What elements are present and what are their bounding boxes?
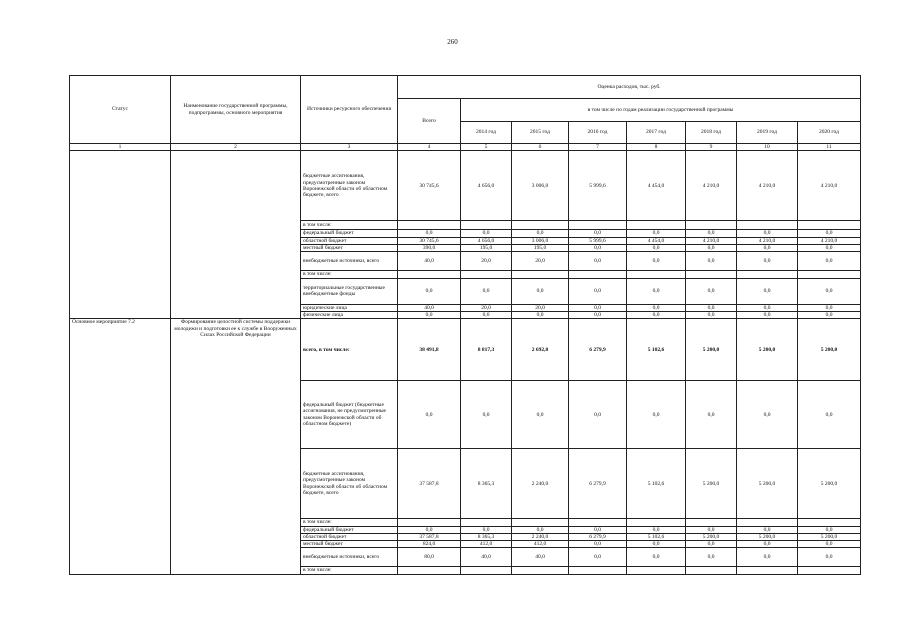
- year-value: 4 454,0: [627, 151, 686, 221]
- year-value: 0,0: [569, 311, 627, 318]
- year-value: 0,0: [798, 541, 861, 548]
- year-value: 8 365,3: [461, 533, 512, 540]
- year-value: 0,0: [569, 541, 627, 548]
- year-value: 0,0: [686, 381, 737, 449]
- column-number: 8: [627, 144, 686, 151]
- year-value: [512, 567, 569, 574]
- total-value: 0,0: [398, 278, 461, 304]
- header-source: Источники ресурсного обеспечения: [301, 76, 398, 144]
- source-label: областной бюджет: [301, 237, 398, 244]
- column-number: 6: [512, 144, 569, 151]
- year-value: 3 006,0: [512, 151, 569, 221]
- year-value: 5 102,6: [627, 533, 686, 540]
- year-value: 0,0: [737, 381, 798, 449]
- year-value: 0,0: [798, 548, 861, 567]
- source-label: территориальные государственные внебюджетные фонды: [301, 278, 398, 304]
- source-label: федеральный бюджет (бюджетные ассигнования, не предусмотренные законом Воронежской области об областном бюджете): [301, 381, 398, 449]
- source-label: федеральный бюджет: [301, 230, 398, 237]
- year-value: 4 210,0: [686, 237, 737, 244]
- total-value: 0,0: [398, 381, 461, 449]
- year-value: 0,0: [569, 244, 627, 251]
- year-value: [569, 567, 627, 574]
- year-value: [512, 271, 569, 278]
- year-value: 0,0: [627, 304, 686, 311]
- year-value: 0,0: [512, 230, 569, 237]
- year-value: 0,0: [512, 526, 569, 533]
- year-value: 0,0: [627, 311, 686, 318]
- year-value: [737, 221, 798, 230]
- column-number: 5: [461, 144, 512, 151]
- year-value: 6 279,9: [569, 533, 627, 540]
- year-value: 40,0: [461, 548, 512, 567]
- year-value: [686, 271, 737, 278]
- year-value: 0,0: [686, 252, 737, 271]
- year-value: 0,0: [737, 252, 798, 271]
- year-value: [627, 221, 686, 230]
- column-number: 7: [569, 144, 627, 151]
- source-label: федеральный бюджет: [301, 526, 398, 533]
- source-label: юридические лица: [301, 304, 398, 311]
- year-value: 0,0: [737, 548, 798, 567]
- year-value: 5 200,0: [737, 449, 798, 519]
- year-value: [737, 519, 798, 526]
- year-value: 0,0: [737, 230, 798, 237]
- year-value: 0,0: [569, 230, 627, 237]
- year-value: [512, 221, 569, 230]
- year-value: [737, 567, 798, 574]
- year-value: [461, 271, 512, 278]
- year-value: [798, 271, 861, 278]
- year-value: 4 210,0: [737, 151, 798, 221]
- year-value: 0,0: [627, 541, 686, 548]
- year-value: [627, 271, 686, 278]
- year-value: 0,0: [737, 244, 798, 251]
- expense-table: [69, 75, 861, 575]
- year-value: 0,0: [798, 311, 861, 318]
- header-year: 2020 год: [798, 122, 861, 144]
- total-value: [398, 519, 461, 526]
- year-value: 0,0: [569, 304, 627, 311]
- source-label: бюджетные ассигнования, предусмотренные законом Воронежской области об областном бюджете, всего: [301, 449, 398, 519]
- year-value: 6 279,9: [569, 319, 627, 381]
- year-value: 0,0: [569, 526, 627, 533]
- year-value: 0,0: [737, 541, 798, 548]
- year-value: 0,0: [627, 548, 686, 567]
- year-value: 0,0: [686, 230, 737, 237]
- total-value: 824,0: [398, 541, 461, 548]
- header-total: Всего: [398, 99, 461, 144]
- header-row-1: [70, 76, 861, 99]
- year-value: 0,0: [798, 381, 861, 449]
- year-value: 0,0: [512, 381, 569, 449]
- total-value: 0,0: [398, 526, 461, 533]
- year-value: 5 200,0: [686, 449, 737, 519]
- year-value: 4 454,0: [627, 237, 686, 244]
- year-value: 195,0: [512, 244, 569, 251]
- year-value: 2 692,0: [512, 319, 569, 381]
- total-value: 40,0: [398, 252, 461, 271]
- header-year: 2018 год: [686, 122, 737, 144]
- total-value: 37 587,8: [398, 533, 461, 540]
- year-value: 5 200,0: [737, 533, 798, 540]
- program-name-cell: [171, 151, 301, 319]
- year-value: 0,0: [686, 526, 737, 533]
- year-value: 5 200,0: [798, 533, 861, 540]
- header-year: 2015 год: [512, 122, 569, 144]
- source-label: в том числе:: [301, 221, 398, 230]
- header-year: 2017 год: [627, 122, 686, 144]
- column-number: 3: [301, 144, 398, 151]
- year-value: 5 200,0: [686, 319, 737, 381]
- source-label: в том числе:: [301, 519, 398, 526]
- year-value: [686, 221, 737, 230]
- year-value: 2 240,0: [512, 533, 569, 540]
- year-value: 0,0: [798, 252, 861, 271]
- column-number: 2: [171, 144, 301, 151]
- source-label: всего, в том числе:: [301, 319, 398, 381]
- header-name: Наименование государственной программы, подпрограммы, основного мероприятия: [171, 76, 301, 144]
- year-value: 0,0: [569, 548, 627, 567]
- year-value: 0,0: [686, 548, 737, 567]
- year-value: 0,0: [627, 381, 686, 449]
- year-value: 4 210,0: [737, 237, 798, 244]
- year-value: 0,0: [686, 304, 737, 311]
- year-value: 5 102,6: [627, 449, 686, 519]
- year-value: 2 240,0: [512, 449, 569, 519]
- year-value: 0,0: [461, 311, 512, 318]
- year-value: 0,0: [737, 304, 798, 311]
- year-value: 0,0: [512, 278, 569, 304]
- year-value: 5 999,6: [569, 151, 627, 221]
- year-value: [798, 221, 861, 230]
- total-value: [398, 567, 461, 574]
- year-value: [569, 519, 627, 526]
- header-status: Статус: [70, 76, 171, 144]
- year-value: 0,0: [569, 381, 627, 449]
- year-value: 412,0: [512, 541, 569, 548]
- year-value: 0,0: [627, 252, 686, 271]
- header-year: 2019 год: [737, 122, 798, 144]
- year-value: 0,0: [737, 311, 798, 318]
- source-label: в том числе:: [301, 271, 398, 278]
- column-numbers-row: [70, 144, 861, 151]
- source-label: местный бюджет: [301, 541, 398, 548]
- year-value: 0,0: [461, 278, 512, 304]
- year-value: 0,0: [627, 526, 686, 533]
- year-value: 5 102,6: [627, 319, 686, 381]
- total-value: [398, 271, 461, 278]
- year-value: 195,0: [461, 244, 512, 251]
- year-value: 0,0: [569, 252, 627, 271]
- total-value: 0,0: [398, 311, 461, 318]
- source-label: бюджетные ассигнования, предусмотренные законом Воронежской области об областном бюджете, всего: [301, 151, 398, 221]
- year-value: 0,0: [798, 278, 861, 304]
- year-value: [569, 221, 627, 230]
- year-value: 0,0: [686, 541, 737, 548]
- year-value: 8 365,3: [461, 449, 512, 519]
- year-value: 0,0: [461, 526, 512, 533]
- year-value: [737, 271, 798, 278]
- year-value: 0,0: [461, 381, 512, 449]
- year-value: [627, 567, 686, 574]
- status-cell: [70, 151, 171, 319]
- year-value: 0,0: [569, 278, 627, 304]
- header-estimate: Оценка расходов, тыс. руб.: [398, 76, 861, 99]
- year-value: 4 656,0: [461, 237, 512, 244]
- total-value: 38 491,8: [398, 319, 461, 381]
- year-value: 0,0: [798, 526, 861, 533]
- year-value: [461, 567, 512, 574]
- year-value: 0,0: [686, 244, 737, 251]
- column-number: 9: [686, 144, 737, 151]
- year-value: 0,0: [737, 278, 798, 304]
- year-value: 0,0: [461, 230, 512, 237]
- year-value: [798, 567, 861, 574]
- year-value: 0,0: [798, 304, 861, 311]
- column-number: 4: [398, 144, 461, 151]
- program-name-cell: Формирование целостной системы поддержки молодежи и подготовки ее к службе в Вооруженных Силах Российской Федерации: [171, 319, 301, 575]
- year-value: 412,0: [461, 541, 512, 548]
- year-value: [461, 519, 512, 526]
- year-value: 5 200,0: [798, 449, 861, 519]
- year-value: [686, 567, 737, 574]
- source-label: местный бюджет: [301, 244, 398, 251]
- year-value: [461, 221, 512, 230]
- column-number: 10: [737, 144, 798, 151]
- source-label: в том числе:: [301, 567, 398, 574]
- year-value: 0,0: [686, 278, 737, 304]
- header-year: 2014 год: [461, 122, 512, 144]
- year-value: [569, 271, 627, 278]
- year-value: 4 656,0: [461, 151, 512, 221]
- total-value: 37 587,8: [398, 449, 461, 519]
- year-value: 3 006,0: [512, 237, 569, 244]
- column-number: 11: [798, 144, 861, 151]
- header-year: 2016 год: [569, 122, 627, 144]
- total-value: 80,0: [398, 548, 461, 567]
- page-number: 260: [447, 38, 458, 46]
- year-value: 0,0: [627, 244, 686, 251]
- total-value: 40,0: [398, 304, 461, 311]
- year-value: 6 279,9: [569, 449, 627, 519]
- status-cell: Основное мероприятие 7.2: [70, 319, 171, 575]
- header-by-years: в том числе по годам реализации государственной программы: [461, 99, 861, 122]
- year-value: 0,0: [686, 311, 737, 318]
- year-value: 0,0: [798, 244, 861, 251]
- total-value: 30 745,6: [398, 151, 461, 221]
- source-label: внебюджетные источники, всего: [301, 548, 398, 567]
- year-value: 0,0: [627, 230, 686, 237]
- year-value: 20,0: [461, 304, 512, 311]
- year-value: 4 210,0: [798, 151, 861, 221]
- year-value: 4 210,0: [686, 151, 737, 221]
- year-value: 4 210,0: [798, 237, 861, 244]
- column-number: 1: [70, 144, 171, 151]
- total-value: 30 745,6: [398, 237, 461, 244]
- table-row: [70, 319, 861, 381]
- year-value: 0,0: [627, 278, 686, 304]
- source-label: физические лица: [301, 311, 398, 318]
- year-value: [627, 519, 686, 526]
- total-value: 0,0: [398, 230, 461, 237]
- year-value: [686, 519, 737, 526]
- year-value: 40,0: [512, 548, 569, 567]
- table-row: [70, 151, 861, 221]
- total-value: 390,0: [398, 244, 461, 251]
- year-value: 5 200,0: [686, 533, 737, 540]
- year-value: 5 999,6: [569, 237, 627, 244]
- year-value: 8 817,3: [461, 319, 512, 381]
- year-value: [512, 519, 569, 526]
- year-value: 20,0: [512, 304, 569, 311]
- year-value: 0,0: [798, 230, 861, 237]
- year-value: [798, 519, 861, 526]
- year-value: 20,0: [512, 252, 569, 271]
- year-value: 20,0: [461, 252, 512, 271]
- year-value: 5 200,0: [737, 319, 798, 381]
- year-value: 5 200,0: [798, 319, 861, 381]
- total-value: [398, 221, 461, 230]
- year-value: 0,0: [737, 526, 798, 533]
- source-label: областной бюджет: [301, 533, 398, 540]
- source-label: внебюджетные источники, всего: [301, 252, 398, 271]
- year-value: 0,0: [512, 311, 569, 318]
